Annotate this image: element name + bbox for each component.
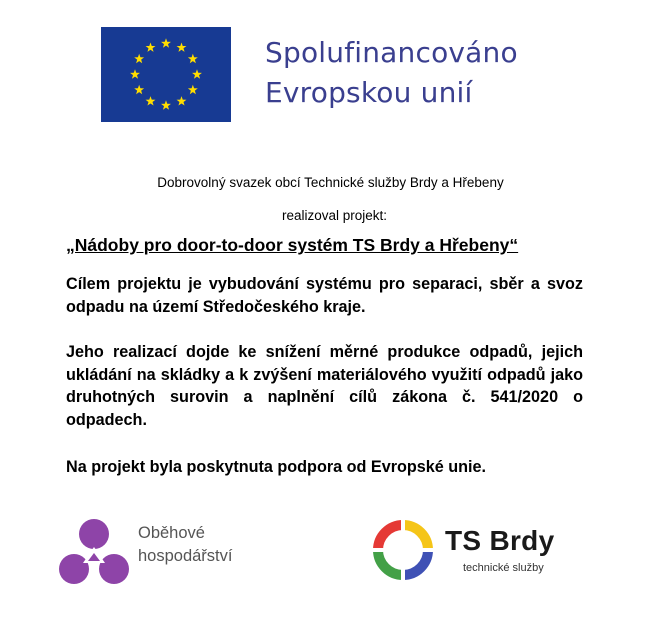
eu-star [134,54,144,63]
eu-banner-line1: Spolufinancováno [265,36,518,69]
circular-economy-icon [58,517,130,589]
obehove-hospodarstvi-text [138,522,232,568]
eu-star [177,42,187,51]
eu-star [161,100,171,109]
eu-star [177,96,187,105]
eu-star [192,69,202,78]
eu-star [134,85,144,94]
ts-brdy-logo [370,517,580,587]
eu-star [188,54,198,63]
eu-banner-text [265,33,518,113]
ts-ring-icon [370,517,436,583]
eu-support-paragraph: Na projekt byla poskytnuta podpora od Evropské unie. [66,458,487,476]
eu-flag-icon [101,27,231,122]
realized-project-label: realizoval projekt: [281,208,388,223]
project-goal-paragraph: Cílem projektu je vybudování systému pro separaci, sběr a svoz odpadu na území Středočeského kraje. [66,275,583,316]
eu-banner-line2: Evropskou unií [265,76,473,109]
eu-stars [101,27,231,122]
obehove-line2: hospodářství [138,547,233,565]
obehove-line1: Oběhové [138,524,205,542]
eu-star [161,38,171,47]
eu-star [188,85,198,94]
organization-name: Dobrovolný svazek obcí Technické služby Brdy a Hřebeny [157,175,504,190]
eu-star [146,96,156,105]
ts-brdy-subtitle: technické služby [463,562,544,574]
project-impact-paragraph: Jeho realizací dojde ke snížení měrné produkce odpadů, jejich ukládání na skládky a k zvýšení materiálového využití odpadů jako druhotných surovin a naplnění cílů zákona č. 541/2020 o odpadech. [66,343,583,429]
eu-star [130,69,140,78]
obehove-hospodarstvi-logo [58,517,258,592]
ts-brdy-name: TS Brdy [445,525,555,556]
eu-cofinancing-banner [101,27,561,122]
eu-star [146,42,156,51]
project-title: „Nádoby pro door-to-door systém TS Brdy a Hřebeny“ [66,235,519,255]
